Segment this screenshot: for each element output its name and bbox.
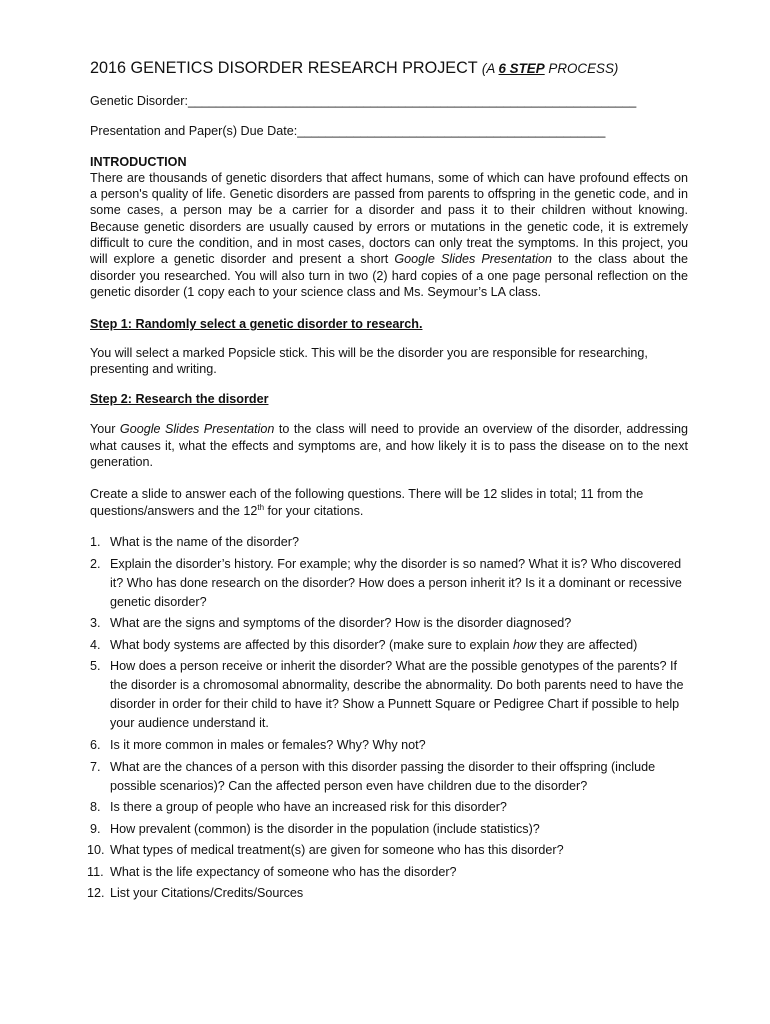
introduction-paragraph (90, 170, 688, 300)
genetic-disorder-field: Genetic Disorder:________________________________________________________________ (90, 94, 637, 108)
list-number: 5. (90, 659, 101, 674)
step2-p2-start: Create a slide to answer each of the following questions. There will be 12 slides in total; 11 from the questions/answers and the 12 (90, 487, 644, 518)
list-item (90, 736, 688, 755)
step2-p1-italic: Google Slides Presentation (119, 422, 275, 437)
list-text: What are the signs and symptoms of the disorder? How is the disorder diagnosed? (110, 616, 572, 631)
step2-p2-end: for your citations. (264, 503, 364, 518)
list-number: 2. (90, 556, 101, 571)
title-main: 2016 GENETICS DISORDER RESEARCH PROJECT (90, 59, 482, 77)
step2-heading: Step 2: Research the disorder (90, 392, 269, 407)
spacer (90, 377, 688, 391)
list-number: 7. (90, 759, 101, 774)
list-text: What is the name of the disorder? (110, 534, 300, 549)
list-text-after: they are affected) (536, 637, 638, 652)
list-item (87, 841, 688, 860)
list-number: 8. (90, 800, 101, 815)
list-item (87, 863, 688, 882)
list-number: 10. (87, 843, 105, 858)
list-number: 6. (90, 737, 101, 752)
step2-paragraph-1 (90, 421, 688, 470)
list-text-before: What body systems are affected by this disorder? (make sure to explain (110, 637, 513, 652)
list-text: Explain the disorder’s history. For example; why the disorder is so named? What it is? Who discovered it? Who has done research on the disorder? How does a person inherit it? Is it a dominant or recessive genetic disorder? (110, 556, 682, 609)
spacer (90, 300, 688, 316)
title-paren-open: (A (481, 61, 499, 76)
list-text: Is it more common in males or females? Why? Why not? (110, 737, 426, 752)
step1-text: You will select a marked Popsicle stick. This will be the disorder you are responsible for researching, presenting and writing. (90, 345, 648, 376)
title-paren-close: PROCESS) (544, 61, 619, 76)
list-item (90, 614, 688, 633)
list-item (87, 884, 688, 903)
step2-p2-sup: th (257, 502, 265, 512)
list-text: What is the life expectancy of someone who has the disorder? (110, 864, 457, 879)
due-date-field: Presentation and Paper(s) Due Date:____________________________________________ (90, 124, 606, 139)
document-page (87, 58, 689, 906)
title-subtitle (482, 61, 618, 76)
list-number: 11. (87, 864, 104, 879)
step2-paragraph-2 (90, 486, 688, 519)
list-item (90, 798, 688, 817)
list-number: 3. (90, 616, 101, 631)
spacer (90, 519, 688, 533)
introduction-heading: INTRODUCTION (90, 154, 187, 169)
step2-p1-end: to the class will need to provide an overview of the disorder, addressing what causes it, what the effects and symptoms are, and how likely it is to pass the disease on to the next generation. (90, 422, 689, 470)
intro-text-italic: Google Slides Presentation (394, 252, 553, 267)
list-text: How prevalent (common) is the disorder in the population (include statistics)? (110, 821, 540, 836)
document-title (90, 58, 688, 79)
step1-heading: Step 1: Randomly select a genetic disorder to research. (90, 317, 423, 332)
list-number: 12. (87, 886, 105, 901)
list-item (90, 533, 688, 552)
list-item (90, 758, 688, 796)
intro-text-part2: to the class about the disorder you researched. You will also turn in two (2) hard copies of a one page personal reflection on the genetic disorder (1 copy each to your science class and Ms. Seymour’s LA class. (90, 252, 688, 299)
list-text: Is there a group of people who have an increased risk for this disorder? (110, 800, 507, 815)
list-item (90, 555, 688, 612)
title-step-count: 6 STEP (498, 61, 545, 76)
list-item (90, 657, 688, 733)
question-list (87, 533, 688, 904)
step2-p1-start: Your (90, 422, 120, 437)
list-number: 9. (90, 821, 101, 836)
list-number: 4. (90, 637, 101, 652)
list-item (90, 820, 688, 839)
list-text-italic: how (512, 637, 537, 652)
list-text: What are the chances of a person with this disorder passing the disorder to their offspring (include possible scenarios)? Can the affected person even have children due to the disorder? (110, 759, 656, 793)
list-text: How does a person receive or inherit the disorder? What are the possible genotypes of the parents? If the disorder is a chromosomal abnormality, describe the abnormality. Do both parents need to have the disorder in order for their child to have it? Show a Punnett Square or Pedigree Chart if possible to help your audience understand it. (110, 659, 684, 731)
list-item (90, 636, 688, 655)
spacer (90, 470, 688, 486)
list-number: 1. (90, 534, 101, 549)
intro-text-part1: There are thousands of genetic disorders that affect humans, some of which can have profound effects on a person's quality of life. Genetic disorders are passed from parents to offspring in the genetic code, and in some cases, a person may be a carrier for a disorder and pass it to their children without knowing. Because genetic disorders are usually caused by errors or mutations in the genetic code, it is extremely difficult to cure the condition, and in most cases, doctors can only treat the symptoms. In this project, you will explore a genetic disorder and present a short (90, 170, 688, 267)
list-text: What types of medical treatment(s) are given for someone who has this disorder? (110, 843, 564, 858)
list-text: List your Citations/Credits/Sources (110, 886, 304, 901)
